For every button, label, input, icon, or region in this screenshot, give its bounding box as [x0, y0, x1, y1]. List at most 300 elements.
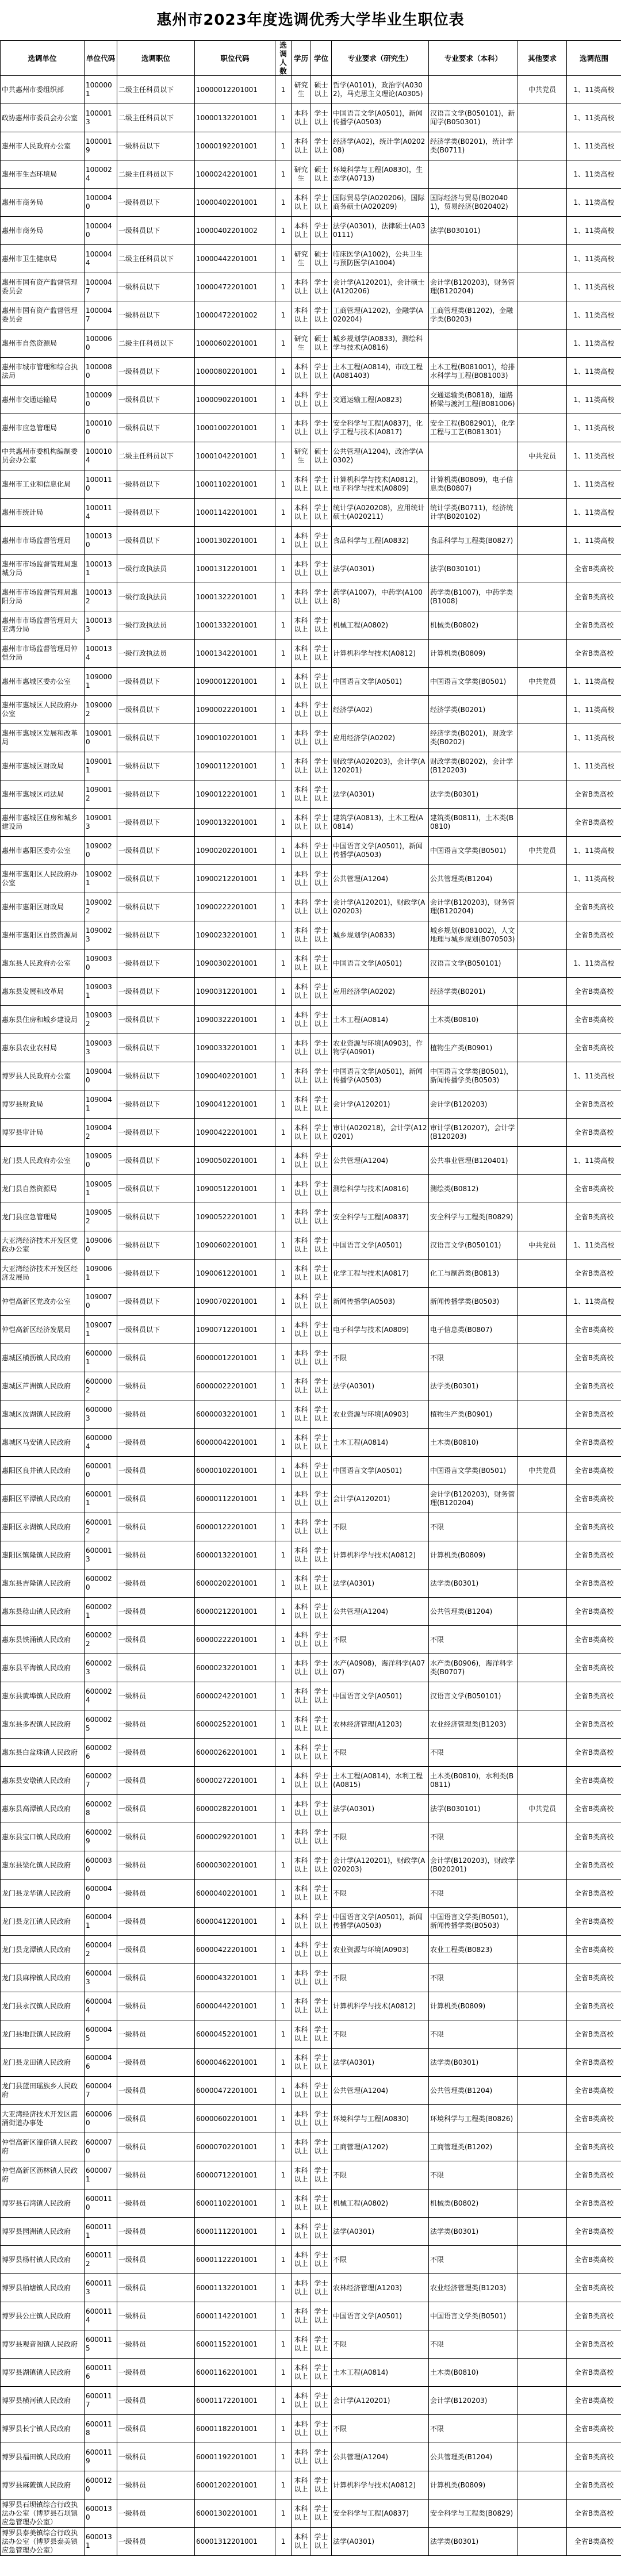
position-code-text: 10001312201001 [196, 564, 258, 573]
other-req-cell [518, 1147, 567, 1175]
position-code-cell [195, 2020, 275, 2049]
degree-text: 硕士以上 [314, 447, 328, 464]
grad-major-text: 城乡规划学(A0833)，测绘科学与技术(A0816) [333, 335, 423, 351]
degree-cell [311, 837, 332, 865]
position-text: 一级科员 [118, 2086, 147, 2095]
unit-code-text: 1090001 [86, 673, 112, 690]
unit-code-text: 6000029 [86, 1828, 112, 1845]
degree-cell [311, 1682, 332, 1710]
position-code-text: 10900332201001 [196, 1043, 258, 1052]
count-text: 1 [281, 1410, 286, 1418]
position-text: 一级科员以下 [118, 959, 160, 967]
unit-code-cell [85, 1767, 117, 1795]
degree-text: 学士以上 [314, 1124, 328, 1140]
undergrad-major-cell [429, 1880, 518, 1908]
unit-code-cell [85, 499, 117, 527]
position-code-cell [195, 245, 275, 273]
other-req-cell [518, 2049, 567, 2077]
unit-cell [1, 1992, 85, 2020]
unit-text: 博罗县财政局 [2, 1100, 44, 1108]
degree-cell [311, 1485, 332, 1513]
undergrad-major-cell [429, 330, 518, 358]
unit-code-cell [85, 2049, 117, 2077]
grad-major-text: 食品科学与工程(A0832) [333, 536, 409, 545]
undergrad-major-text: 工商管理类(B1202) [430, 2142, 493, 2151]
position-cell [117, 1654, 195, 1682]
unit-code-text: 1090030 [86, 955, 112, 971]
count-cell [275, 893, 292, 921]
grad-major-text: 安全科学与工程(A0837) [333, 2509, 409, 2517]
unit-text: 惠州市统计局 [2, 508, 44, 516]
unit-cell [1, 1090, 85, 1119]
table-row [1, 470, 621, 499]
undergrad-major-cell [429, 1908, 518, 1936]
undergrad-major-text: 建筑类(B0811)，土木类(B0810) [430, 814, 514, 830]
grad-major-cell [332, 1710, 429, 1739]
count-cell [275, 837, 292, 865]
count-text: 1 [281, 1832, 286, 1841]
unit-code-cell [85, 1288, 117, 1316]
range-cell [567, 1457, 621, 1485]
position-text: 二级主任科员以下 [118, 170, 174, 178]
undergrad-major-cell [429, 1400, 518, 1429]
education-cell [292, 386, 311, 414]
unit-code-text: 6000044 [86, 1997, 112, 2014]
grad-major-cell [332, 2218, 429, 2246]
range-cell [567, 527, 621, 555]
position-text: 一级科员以下 [118, 141, 160, 150]
count-text: 1 [281, 2001, 286, 2010]
other-req-cell [518, 1231, 567, 1260]
position-text: 一级科员 [118, 1776, 147, 1785]
count-text: 1 [281, 1156, 286, 1165]
degree-text: 学士以上 [314, 588, 328, 605]
unit-code-text: 6000117 [86, 2392, 112, 2409]
unit-text: 博罗县观音阁镇人民政府 [2, 2340, 78, 2348]
position-text: 一级科员以下 [118, 1212, 160, 1221]
grad-major-text: 法学(A0301) [333, 1579, 375, 1587]
table-row [1, 1598, 621, 1626]
education-text: 本科以上 [294, 2505, 308, 2521]
unit-code-cell [85, 2133, 117, 2161]
education-cell [292, 470, 311, 499]
range-cell [567, 1908, 621, 1936]
education-cell [292, 2500, 311, 2528]
position-text: 一级科员以下 [118, 1184, 160, 1193]
unit-code-cell [85, 1400, 117, 1429]
position-code-text: 10900602201001 [196, 1241, 258, 1249]
position-text: 一级科员 [118, 2001, 147, 2010]
range-cell [567, 837, 621, 865]
unit-cell [1, 104, 85, 132]
unit-code-cell [85, 724, 117, 752]
undergrad-major-cell [429, 583, 518, 611]
unit-cell [1, 2443, 85, 2471]
degree-text: 学士以上 [314, 1997, 328, 2014]
grad-major-cell [332, 1823, 429, 1851]
degree-cell [311, 1400, 332, 1429]
grad-major-text: 土木工程(A0814) [333, 1015, 389, 1024]
position-code-cell [195, 1598, 275, 1626]
range-cell [567, 1034, 621, 1062]
undergrad-major-text: 不限 [430, 1353, 444, 1362]
position-text: 一级科员 [118, 1832, 147, 1841]
range-text: 全省B类高校 [574, 2199, 614, 2207]
education-cell [292, 1823, 311, 1851]
unit-text: 政协惠州市委员会办公室 [2, 113, 78, 122]
education-cell [292, 640, 311, 668]
degree-cell [311, 2161, 332, 2190]
position-code-text: 10900322201001 [196, 1015, 258, 1024]
degree-text: 学士以上 [314, 1067, 328, 1084]
position-text: 二级主任科员以下 [118, 254, 174, 263]
count-text: 1 [281, 2114, 286, 2123]
range-cell [567, 1823, 621, 1851]
count-cell [275, 1485, 292, 1513]
degree-text: 学士以上 [314, 955, 328, 971]
degree-cell [311, 1654, 332, 1682]
education-text: 本科以上 [294, 1490, 308, 1507]
position-code-text: 10000902201001 [196, 395, 258, 404]
unit-cell [1, 160, 85, 189]
range-cell [567, 752, 621, 780]
table-row [1, 2133, 621, 2161]
count-text: 1 [281, 592, 286, 601]
unit-cell [1, 1570, 85, 1598]
unit-cell [1, 1260, 85, 1288]
position-code-text: 60000212201001 [196, 1607, 258, 1616]
grad-major-cell [332, 245, 429, 273]
other-req-cell [518, 2302, 567, 2330]
position-text: 一级科员 [118, 2255, 147, 2264]
grad-major-text: 会计学(A120201) [333, 2396, 390, 2405]
range-cell [567, 1598, 621, 1626]
count-cell [275, 1513, 292, 1541]
position-text: 一级科员以下 [118, 198, 160, 206]
undergrad-major-cell [429, 2415, 518, 2443]
position-code-cell [195, 668, 275, 696]
education-cell [292, 1851, 311, 1880]
unit-code-text: 6000060 [86, 2110, 112, 2127]
degree-cell [311, 1513, 332, 1541]
unit-cell [1, 555, 85, 583]
degree-text: 学士以上 [314, 2223, 328, 2240]
undergrad-major-cell [429, 724, 518, 752]
unit-cell [1, 1203, 85, 1231]
degree-text: 学士以上 [314, 1687, 328, 1704]
unit-code-text: 1090011 [86, 757, 112, 774]
position-code-cell [195, 1203, 275, 1231]
count-cell [275, 1034, 292, 1062]
undergrad-major-cell [429, 1710, 518, 1739]
unit-text: 博罗县横河镇人民政府 [2, 2396, 71, 2405]
position-text: 一级科员 [118, 2537, 147, 2546]
range-cell [567, 160, 621, 189]
grad-major-text: 法学(A0301) [333, 1804, 375, 1813]
count-text: 1 [281, 1071, 286, 1080]
undergrad-major-text: 会计学(B120203)，财务管理(B120204) [430, 898, 515, 915]
other-req-cell [518, 1090, 567, 1119]
grad-major-text: 法学(A0301)，法律硕士(A030111) [333, 222, 425, 239]
count-cell [275, 2246, 292, 2274]
undergrad-major-cell [429, 1964, 518, 1992]
education-text: 本科以上 [294, 842, 308, 859]
range-cell [567, 1513, 621, 1541]
table-row [1, 273, 621, 301]
degree-cell [311, 1090, 332, 1119]
unit-code-text: 6000130 [86, 2505, 112, 2521]
unit-cell [1, 2246, 85, 2274]
table-row [1, 1739, 621, 1767]
position-code-text: 10000242201001 [196, 170, 258, 178]
position-cell [117, 2274, 195, 2302]
unit-code-cell [85, 301, 117, 330]
range-text: 全省B类高校 [574, 2368, 614, 2376]
degree-cell [311, 1203, 332, 1231]
grad-major-cell [332, 160, 429, 189]
range-cell [567, 893, 621, 921]
grad-major-text: 不限 [333, 1889, 347, 1897]
position-cell [117, 1598, 195, 1626]
unit-text: 惠东县发展和改革局 [2, 987, 64, 996]
undergrad-major-text: 统计学类(B0711)，经济统计学(B020102) [430, 504, 513, 520]
unit-code-cell [85, 1851, 117, 1880]
grad-major-cell [332, 1231, 429, 1260]
undergrad-major-cell [429, 301, 518, 330]
unit-code-text: 6000114 [86, 2307, 112, 2324]
grad-major-cell [332, 1908, 429, 1936]
unit-code-text: 1090051 [86, 1180, 112, 1197]
unit-code-cell [85, 1908, 117, 1936]
position-cell [117, 2415, 195, 2443]
unit-cell [1, 1372, 85, 1400]
grad-major-text: 环境科学与工程(A0830) [333, 2114, 409, 2123]
undergrad-major-text: 法学(B030101) [430, 226, 481, 235]
table-row [1, 217, 621, 245]
table-row [1, 1992, 621, 2020]
undergrad-major-text: 食品科学与工程类(B0827) [430, 536, 513, 545]
position-code-cell [195, 2190, 275, 2218]
range-text: 全省B类高校 [574, 931, 614, 939]
unit-cell [1, 1344, 85, 1372]
count-text: 1 [281, 2199, 286, 2207]
position-code-text: 10900222201001 [196, 902, 258, 911]
unit-code-cell [85, 865, 117, 893]
table-row [1, 583, 621, 611]
undergrad-major-text: 测绘类(B0812) [430, 1184, 479, 1193]
count-text: 1 [281, 423, 286, 432]
position-code-text: 10900612201001 [196, 1269, 258, 1277]
degree-cell [311, 2387, 332, 2415]
count-cell [275, 1851, 292, 1880]
education-cell [292, 1119, 311, 1147]
unit-code-cell [85, 2415, 117, 2443]
other-req-cell [518, 1429, 567, 1457]
education-text: 本科以上 [294, 504, 308, 520]
unit-text: 惠州市惠城区委办公室 [2, 677, 71, 686]
unit-cell [1, 2330, 85, 2359]
education-text: 本科以上 [294, 2167, 308, 2183]
unit-code-text: 6000025 [86, 1716, 112, 1732]
grad-major-cell [332, 273, 429, 301]
grad-major-cell [332, 104, 429, 132]
position-cell [117, 1203, 195, 1231]
other-req-cell [518, 2274, 567, 2302]
undergrad-major-cell [429, 1570, 518, 1598]
range-cell [567, 76, 621, 104]
education-text: 研究生 [294, 335, 308, 351]
grad-major-text: 公共管理(A1204) [333, 874, 389, 883]
position-code-text: 10001302201001 [196, 536, 258, 545]
range-cell [567, 1288, 621, 1316]
other-req-cell [518, 414, 567, 442]
unit-code-cell [85, 273, 117, 301]
undergrad-major-text: 计算机类(B0809) [430, 1551, 486, 1559]
unit-code-text: 1000024 [86, 166, 112, 182]
undergrad-major-cell [429, 696, 518, 724]
degree-cell [311, 2415, 332, 2443]
position-code-text: 10001102201001 [196, 480, 258, 488]
education-cell [292, 921, 311, 950]
unit-code-text: 1090061 [86, 1265, 112, 1281]
undergrad-major-cell [429, 2528, 518, 2556]
degree-text: 学士以上 [314, 1772, 328, 1789]
unit-text: 惠东县平海镇人民政府 [2, 1663, 71, 1672]
unit-cell [1, 2105, 85, 2133]
range-text: 全省B类高校 [574, 1184, 614, 1193]
degree-cell [311, 1119, 332, 1147]
degree-text: 学士以上 [314, 1349, 328, 1366]
unit-cell [1, 2528, 85, 2556]
position-code-text: 60000022201001 [196, 1381, 258, 1390]
range-cell [567, 2330, 621, 2359]
education-text: 本科以上 [294, 2054, 308, 2070]
unit-text: 惠东县稔山镇人民政府 [2, 1607, 71, 1616]
count-cell [275, 1767, 292, 1795]
degree-cell [311, 301, 332, 330]
grad-major-cell [332, 2077, 429, 2105]
position-code-cell [195, 640, 275, 668]
position-text: 一级科员 [118, 2058, 147, 2066]
education-cell [292, 1908, 311, 1936]
count-cell [275, 2190, 292, 2218]
unit-code-text: 6000043 [86, 1969, 112, 1986]
unit-code-cell [85, 1992, 117, 2020]
education-text: 本科以上 [294, 983, 308, 1000]
unit-cell [1, 2161, 85, 2190]
undergrad-major-cell [429, 1513, 518, 1541]
undergrad-major-text: 汉语言文学(B050101) [430, 959, 501, 967]
position-code-cell [195, 555, 275, 583]
grad-major-text: 中国语言文学(A0501)，新闻传播学(A0503) [333, 842, 423, 859]
count-text: 1 [281, 2283, 286, 2292]
range-text: 全省B类高校 [574, 1861, 614, 1869]
education-text: 本科以上 [294, 588, 308, 605]
unit-code-cell [85, 1682, 117, 1710]
position-code-text: 60000702201001 [196, 2142, 258, 2151]
range-cell [567, 1851, 621, 1880]
degree-text: 学士以上 [314, 504, 328, 520]
count-cell [275, 76, 292, 104]
table-row [1, 1851, 621, 1880]
count-cell [275, 1203, 292, 1231]
undergrad-major-text: 中国语言文学类(B0501) [430, 677, 507, 686]
degree-text: 学士以上 [314, 2195, 328, 2211]
unit-cell [1, 611, 85, 640]
other-req-cell [518, 2246, 567, 2274]
unit-text: 惠州市惠城区住房和城乡建设局 [2, 814, 78, 830]
undergrad-major-cell [429, 1795, 518, 1823]
unit-code-text: 1000013 [86, 109, 112, 126]
position-code-text: 10000192201001 [196, 141, 258, 150]
degree-text: 学士以上 [314, 1518, 328, 1535]
undergrad-major-cell [429, 1119, 518, 1147]
range-cell [567, 921, 621, 950]
grad-major-cell [332, 1400, 429, 1429]
unit-code-text: 1000104 [86, 447, 112, 464]
unit-text: 惠州市市场监督管理局 [2, 536, 71, 545]
unit-code-text: 6000027 [86, 1772, 112, 1789]
count-cell [275, 1429, 292, 1457]
position-cell [117, 1513, 195, 1541]
unit-code-text: 6000028 [86, 1800, 112, 1817]
education-cell [292, 2528, 311, 2556]
table-row [1, 1062, 621, 1090]
table-row [1, 1767, 621, 1795]
position-cell [117, 1682, 195, 1710]
unit-code-cell [85, 2500, 117, 2528]
degree-text: 学士以上 [314, 1462, 328, 1479]
grad-major-cell [332, 865, 429, 893]
unit-code-cell [85, 2443, 117, 2471]
grad-major-text: 不限 [333, 1832, 347, 1841]
education-cell [292, 583, 311, 611]
position-code-cell [195, 132, 275, 160]
range-text: 1、11类高校 [573, 254, 615, 263]
education-text: 本科以上 [294, 927, 308, 943]
undergrad-major-text: 汉语言文学(B050101) [430, 1241, 501, 1249]
position-code-text: 60000282201001 [196, 1804, 258, 1813]
count-text: 1 [281, 170, 286, 178]
position-code-text: 10900522201001 [196, 1212, 258, 1221]
undergrad-major-text: 机械类(B0802) [430, 2199, 479, 2207]
grad-major-text: 中国语言文学(A0501) [333, 1691, 402, 1700]
count-text: 1 [281, 1438, 286, 1446]
education-cell [292, 1090, 311, 1119]
grad-major-cell [332, 950, 429, 978]
range-text: 全省B类高校 [574, 1353, 614, 1362]
position-code-cell [195, 1175, 275, 1203]
count-text: 1 [281, 1691, 286, 1700]
count-cell [275, 809, 292, 837]
count-cell [275, 414, 292, 442]
other-req-cell [518, 2190, 567, 2218]
range-cell [567, 1344, 621, 1372]
table-row [1, 2500, 621, 2528]
position-code-cell [195, 1429, 275, 1457]
education-text: 本科以上 [294, 1941, 308, 1958]
range-text: 全省B类高校 [574, 564, 614, 573]
grad-major-text: 化学工程与技术(A0817) [333, 1269, 409, 1277]
position-code-text: 10001332201001 [196, 621, 258, 629]
other-req-cell [518, 2528, 567, 2556]
education-cell [292, 1880, 311, 1908]
range-text: 全省B类高校 [574, 818, 614, 826]
unit-code-text: 6000040 [86, 1885, 112, 1901]
position-code-text: 60000272201001 [196, 1776, 258, 1785]
education-cell [292, 414, 311, 442]
unit-text: 惠东县农业农村局 [2, 1043, 57, 1052]
